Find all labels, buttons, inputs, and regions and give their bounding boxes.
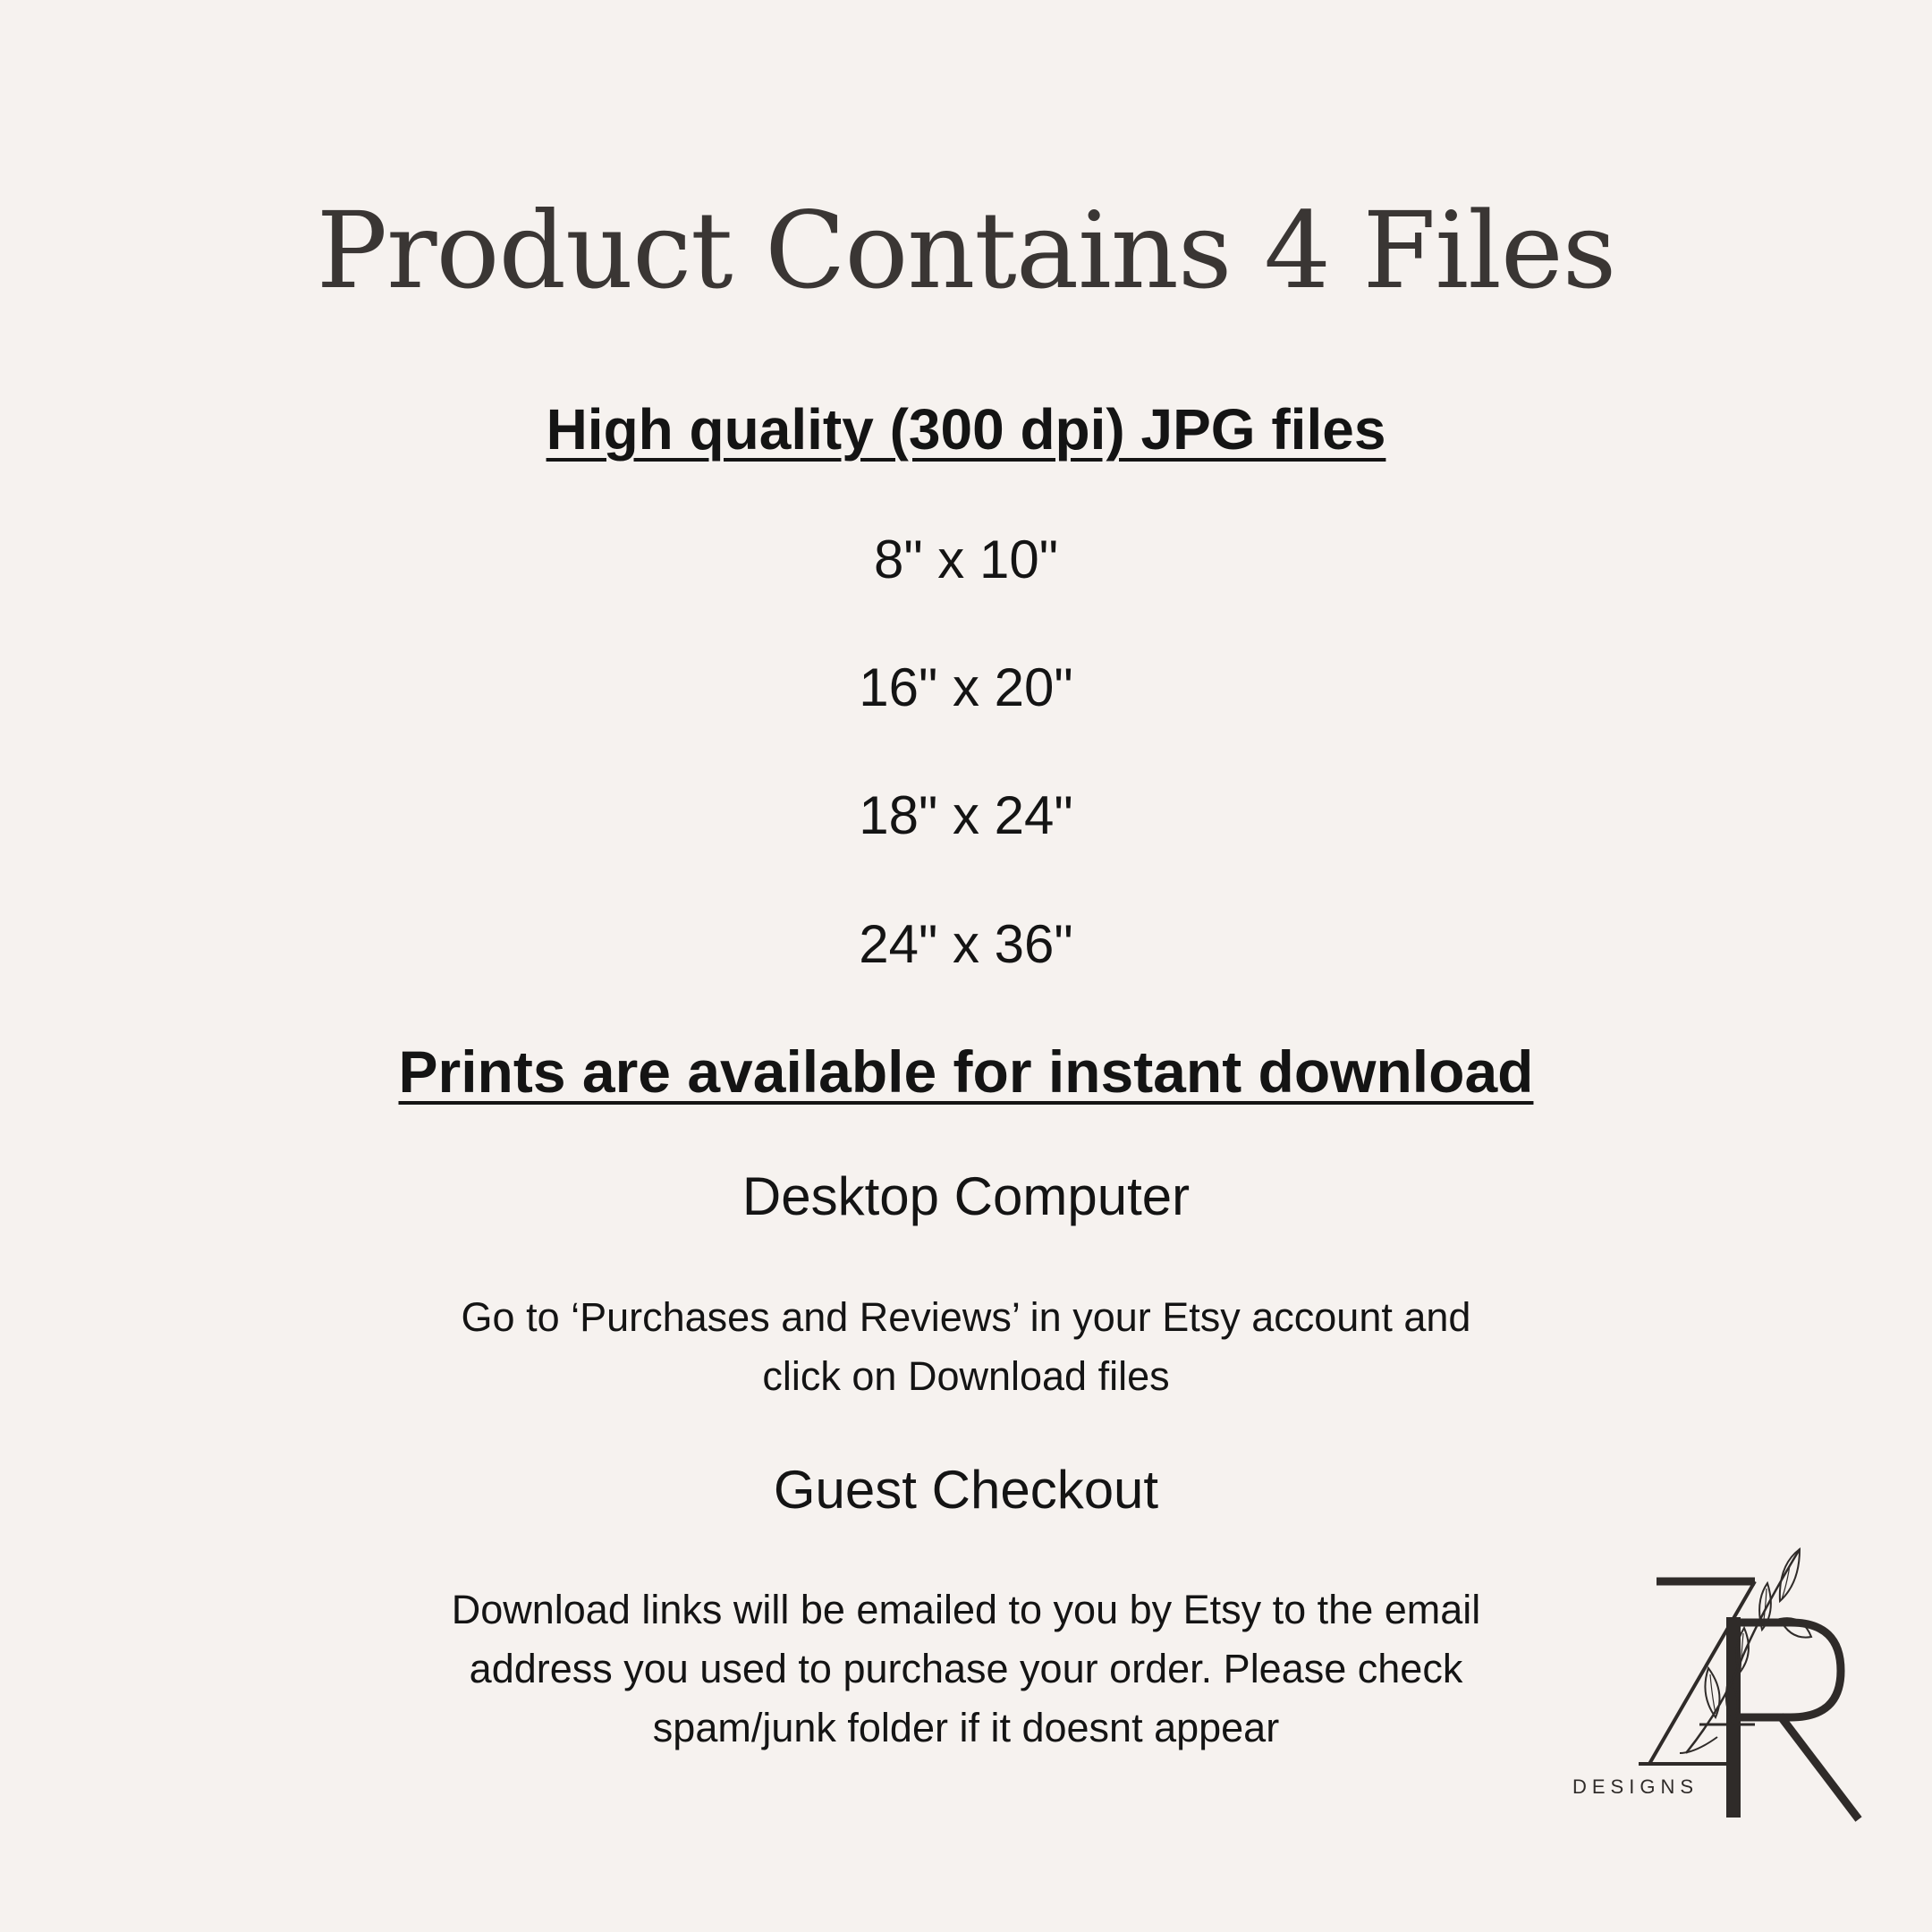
page-title: Product Contains 4 Files (316, 189, 1616, 312)
guest-line: address you used to purchase your order. Please check (469, 1646, 1463, 1691)
desktop-instructions (340, 1288, 1592, 1406)
download-heading: Prints are available for instant download (398, 1038, 1534, 1105)
guest-instructions (340, 1580, 1592, 1758)
guest-label: Guest Checkout (773, 1460, 1159, 1520)
size-item: 24" x 36" (859, 914, 1073, 974)
guest-line: spam/junk folder if it doesnt appear (652, 1705, 1280, 1750)
size-item: 18" x 24" (859, 785, 1073, 845)
desktop-line: Go to ‘Purchases and Reviews’ in your Etsy account and (461, 1294, 1471, 1340)
desktop-label: Desktop Computer (741, 1166, 1191, 1226)
size-item: 16" x 20" (859, 657, 1073, 717)
logo-designs-text: DESIGNS (1572, 1775, 1699, 1798)
size-item: 8" x 10" (873, 530, 1059, 589)
guest-line: Download links will be emailed to you by Etsy to the email (451, 1587, 1481, 1632)
desktop-line: click on Download files (762, 1353, 1170, 1399)
files-heading: High quality (300 dpi) JPG files (546, 397, 1386, 462)
